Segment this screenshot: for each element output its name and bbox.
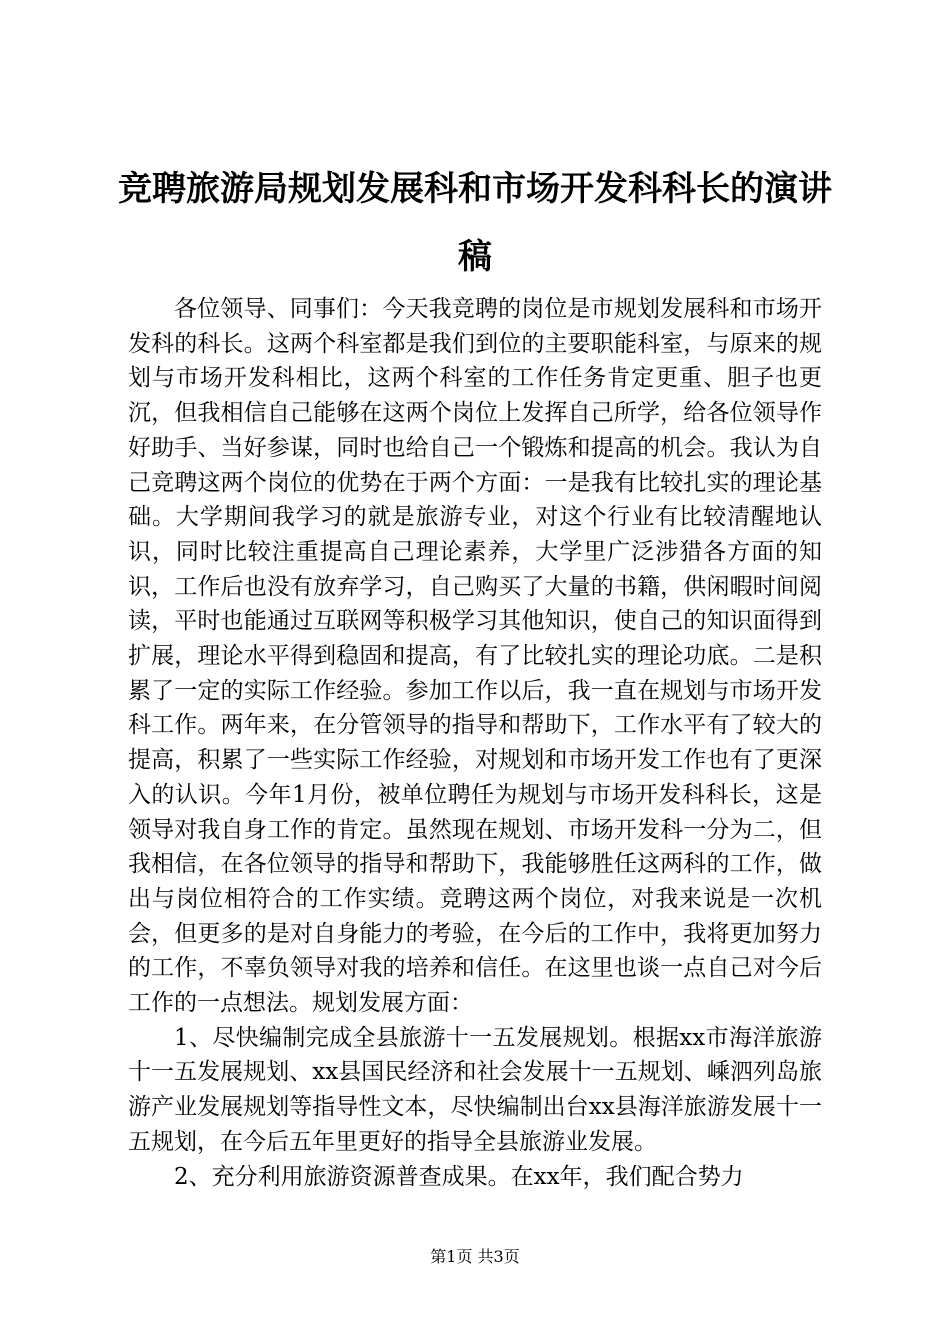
paragraph: 2、充分利用旅游资源普查成果。在xx年，我们配合势力 <box>174 1163 744 1190</box>
page-footer: 第1页 共3页 <box>430 1247 520 1266</box>
paragraph: 各位领导、同事们：今天我竞聘的岗位是市规划发展科和市场开发科的科长。这两个科室都是我们到位的主要职能科室，与原来的规划与市场开发科相比，这两个科室的工作任务肯定更重、胆子也更沉，但我相信自己能够在这两个岗位上发挥自己所学，给各位领导作好助手、当好参谋，同时也给自己一个锻炼和提高的机会。我认为自己竞聘这两个岗位的优势在于两个方面：一是我有比较扎实的理论基础。大学期间我学习的就是旅游专业，对这个行业有比较清醒地认识，同时比较注重提高自己理论素养，大学里广泛涉猎各方面的知识，工作后也没有放弃学习，自己购买了大量的书籍，供闲暇时间阅读，平时也能通过互联网等积极学习其他知识，使自己的知识面得到扩展，理论水平得到稳固和提高，有了比较扎实的理论功底。二是积累了一定的实际工作经验。参加工作以后，我一直在规划与市场开发科工作。两年来，在分管领导的指导和帮助下，工作水平有了较大的提高，积累了一些实际工作经验，对规划和市场开发工作也有了更深入的认识。今年1月份，被单位聘任为规划与市场开发科科长，这是领导对我自身工作的肯定。虽然现在规划、市场开发科一分为二，但我相信，在各位领导的指导和帮助下，我能够胜任这两科的工作，做出与岗位相符合的工作实绩。竞聘这两个岗位，对我来说是一次机会，但更多的是对自身能力的考验，在今后的工作中，我将更加努力的工作，不辜负领导对我的培养和信任。在这里也谈一点自己对今后工作的一点想法。规划发展方面： <box>128 296 822 1017</box>
document-body <box>128 292 822 1194</box>
paragraph: 1、尽快编制完成全县旅游十一五发展规划。根据xx市海洋旅游十一五发展规划、xx县国民经济和社会发展十一五规划、嵊泗列岛旅游产业发展规划等指导性文本，尽快编制出台xx县海洋旅游发展十一五规划，在今后五年里更好的指导全县旅游业发展。 <box>128 1024 822 1155</box>
document-title: 竞聘旅游局规划发展科和市场开发科科长的演讲稿 <box>118 169 832 277</box>
